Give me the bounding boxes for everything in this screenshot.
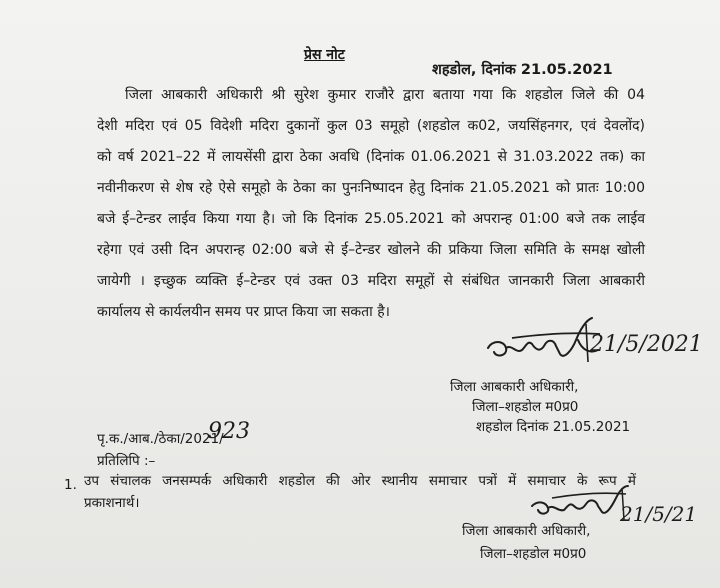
body-line: रहेगा एवं उसी दिन अपरान्ह 02:00 बजे से ई–टेन्डर खोलने की प्रकिया जिला समिति के समक्ष खोली: [97, 242, 645, 258]
signatory-office: जिला–शहडोल म0प्र0: [472, 399, 579, 415]
body-line: नवीनीकरण से शेष रहे ऐसे समूहो के ठेका का पुनःनिष्पादन हेतु दिनांक 21.05.2021 को प्रातः 10:00: [97, 180, 645, 196]
body-line: कार्यालय से कार्यलयीन समय पर प्राप्त किया जा सकता है।: [97, 304, 390, 320]
signatory-date: शहडोल दिनांक 21.05.2021: [476, 419, 631, 435]
body-paragraph: [97, 80, 645, 328]
body-line: जिला आबकारी अधिकारी श्री सुरेश कुमार राजौरे द्वारा बताया गया कि शहडोल जिले की 04: [125, 87, 645, 103]
copy-to-item-line: उप संचालक जनसम्पर्क अधिकारी शहडोल की ओर स्थानीय समाचार पत्रों में समाचार के रूप में: [84, 473, 636, 489]
signatory-office-2: जिला–शहडोल म0प्र0: [480, 546, 587, 562]
handwritten-signature-1: [482, 310, 702, 378]
place-date: शहडोल, दिनांक 21.05.2021: [432, 62, 613, 78]
copy-to-label: प्रतिलिपि :–: [97, 453, 156, 469]
document-title: प्रेस नोट: [304, 47, 345, 63]
body-line: को वर्ष 2021–22 में लायसेंसी द्वारा ठेका अवधि (दिनांक 01.06.2021 से 31.03.2022 तक) का: [97, 149, 645, 165]
handwritten-date-2: 21/5/21: [620, 502, 698, 526]
copy-to-item-line: प्रकाशनार्थ।: [84, 495, 140, 511]
signatory-designation: जिला आबकारी अधिकारी,: [450, 379, 579, 395]
copy-to-item-number: 1.: [64, 477, 77, 493]
signatory-designation-2: जिला आबकारी अधिकारी,: [462, 523, 591, 539]
reference-number: 923: [208, 419, 250, 444]
body-line: जायेगी । इच्छुक व्यक्ति ई–टेन्डर एवं उक्त 03 मदिरा समूहों से संबंधित जानकारी जिला आबकारी: [97, 273, 645, 289]
body-line: बजे ई–टेन्डर लाईव किया गया है। जो कि दिनांक 25.05.2021 को अपरान्ह 01:00 बजे तक लाईव: [97, 211, 645, 227]
reference-label: पृ.क./आब./ठेका/2021/: [97, 431, 224, 447]
handwritten-date-1: 21/5/2021: [590, 332, 703, 357]
body-line: देशी मदिरा एवं 05 विदेशी मदिरा दुकानों कुल 03 समूहो (शहडोल क02, जयसिंहनगर, एवं देवलोंद): [97, 118, 645, 134]
